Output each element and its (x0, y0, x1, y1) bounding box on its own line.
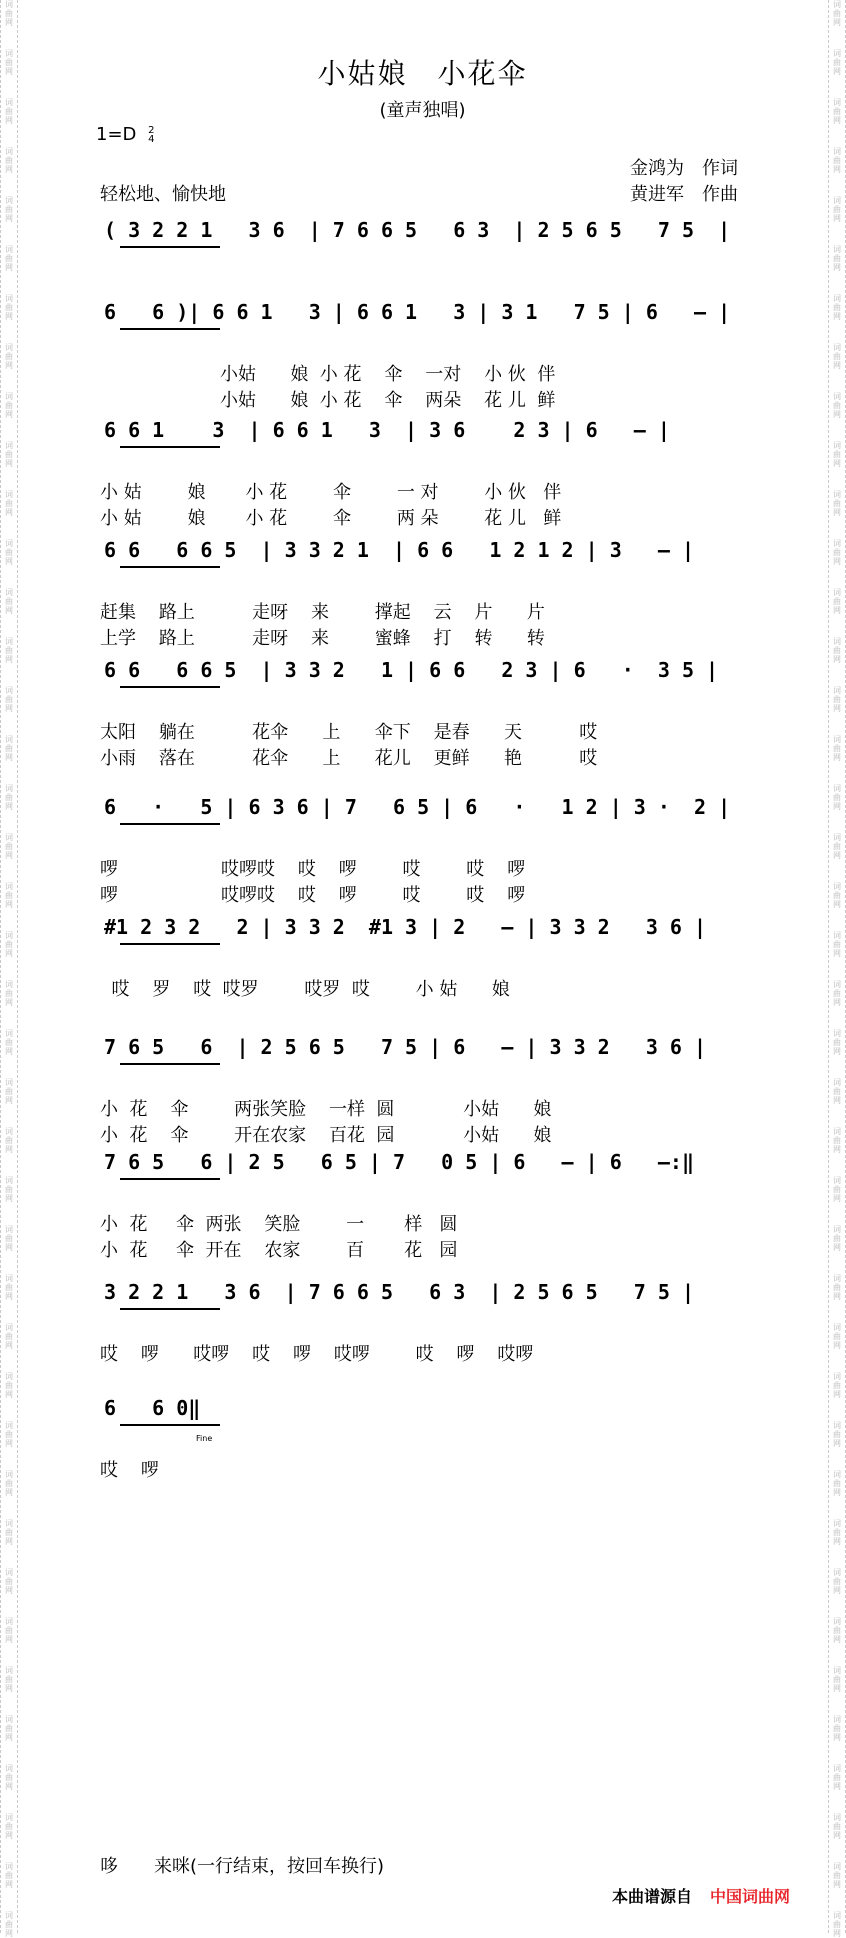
watermark-text: 词 曲 网 (833, 931, 841, 958)
lyric-line: 小 姑 娘 小 花 伞 一 对 小 伙 伴 (100, 482, 562, 503)
watermark-text: 词 曲 网 (5, 980, 13, 1007)
lyric-line: 上学 路上 走呀 来 蜜蜂 打 转 转 (100, 628, 545, 649)
watermark-text: 词 曲 网 (5, 882, 13, 909)
watermark-text: 词 曲 网 (833, 1421, 841, 1448)
watermark-text: 词 曲 网 (833, 343, 841, 370)
time-signature (148, 126, 154, 144)
beam-line (120, 1178, 220, 1180)
watermark-text: 词 曲 网 (5, 1470, 13, 1497)
watermark-text: 词 曲 网 (833, 0, 841, 27)
lyric-line: 哎 啰 哎啰 哎 啰 哎啰 哎 啰 哎啰 (100, 1344, 534, 1365)
lyric-line: 小雨 落在 花伞 上 花儿 更鲜 艳 哎 (100, 748, 598, 769)
watermark-text: 词 曲 网 (5, 1274, 13, 1301)
fine-marking: Fine (196, 1434, 213, 1443)
beam-line (120, 1063, 220, 1065)
watermark-text: 词 曲 网 (833, 490, 841, 517)
lyric-line: 小 花 伞 两张 笑脸 一 样 圆 (100, 1214, 458, 1235)
notation-row: ( 3 2 2 1 3 6 | 7 6 6 5 6 3 | 2 5 6 5 7 5 | (104, 218, 731, 242)
watermark-text: 词 曲 网 (5, 1078, 13, 1105)
footer-note: 哆 来咪(一行结束，按回车换行) (100, 1856, 385, 1877)
watermark-text: 词 曲 网 (833, 98, 841, 125)
watermark-text: 词 曲 网 (833, 1029, 841, 1056)
lyricist-credit: 金鸿为 作词 (630, 158, 738, 179)
time-signature-denominator: 4 (148, 134, 155, 145)
watermark-text: 词 曲 网 (5, 1176, 13, 1203)
lyric-line: 哎 啰 (100, 1460, 159, 1481)
watermark-text: 词 曲 网 (5, 1421, 13, 1448)
key-signature (96, 124, 155, 145)
watermark-text: 词 曲 网 (5, 1862, 13, 1889)
lyric-line: 赶集 路上 走呀 来 撑起 云 片 片 (100, 602, 545, 623)
watermark-text: 词 曲 网 (5, 490, 13, 517)
watermark-text: 词 曲 网 (833, 1911, 841, 1938)
beam-line (120, 823, 220, 825)
notation-row: 6 6 )| 6 6 1 3 | 6 6 1 3 | 3 1 7 5 | 6 — | (104, 300, 731, 324)
watermark-text: 词 曲 网 (833, 1764, 841, 1791)
watermark-text: 词 曲 网 (833, 1519, 841, 1546)
watermark-text: 词 曲 网 (833, 147, 841, 174)
watermark-text: 词 曲 网 (5, 245, 13, 272)
watermark-text: 词 曲 网 (833, 539, 841, 566)
watermark-text: 词 曲 网 (833, 1862, 841, 1889)
key-label: 1=D (96, 124, 137, 145)
watermark-text: 词 曲 网 (5, 833, 13, 860)
lyric-line: 小姑 娘 小 花 伞 两朵 花 儿 鲜 (220, 390, 556, 411)
notation-row: 7 6 5 6 | 2 5 6 5 | 7 0 5 | 6 — | 6 —:‖ (104, 1150, 695, 1174)
lyric-line: 哎 罗 哎 哎罗 哎罗 哎 小 姑 娘 (100, 979, 510, 1000)
watermark-text: 词 曲 网 (5, 1813, 13, 1840)
notation-row: 3 2 2 1 3 6 | 7 6 6 5 6 3 | 2 5 6 5 7 5 | (104, 1280, 695, 1304)
watermark-text: 词 曲 网 (5, 588, 13, 615)
watermark-text: 词 曲 网 (5, 343, 13, 370)
watermark-text: 词 曲 网 (833, 1176, 841, 1203)
watermark-text: 词 曲 网 (833, 1568, 841, 1595)
watermark-text: 词 曲 网 (5, 392, 13, 419)
lyric-line: 小 姑 娘 小 花 伞 两 朵 花 儿 鲜 (100, 508, 562, 529)
watermark-text: 词 曲 网 (5, 441, 13, 468)
tempo-marking: 轻松地、愉快地 (100, 184, 226, 205)
notation-row: 6 6 6 6 5 | 3 3 2 1 | 6 6 1 2 1 2 | 3 — | (104, 538, 695, 562)
notation-row: 7 6 5 6 | 2 5 6 5 7 5 | 6 — | 3 3 2 3 6 | (104, 1035, 707, 1059)
beam-line (120, 1308, 220, 1310)
watermark-text: 词 曲 网 (833, 588, 841, 615)
watermark-text: 词 曲 网 (833, 1715, 841, 1742)
lyric-line: 小姑 娘 小 花 伞 一对 小 伙 伴 (220, 364, 556, 385)
watermark-text: 词 曲 网 (833, 1617, 841, 1644)
watermark-text: 词 曲 网 (5, 637, 13, 664)
notation-row: #1 2 3 2 2 | 3 3 2 #1 3 | 2 — | 3 3 2 3 6 | (104, 915, 707, 939)
right-watermark-strip (828, 0, 846, 1938)
watermark-text: 词 曲 网 (5, 1764, 13, 1791)
beam-line (120, 328, 220, 330)
watermark-text: 词 曲 网 (5, 1323, 13, 1350)
watermark-text: 词 曲 网 (5, 1617, 13, 1644)
watermark-text: 词 曲 网 (5, 294, 13, 321)
watermark-text: 词 曲 网 (833, 441, 841, 468)
watermark-text: 词 曲 网 (5, 931, 13, 958)
watermark-text: 词 曲 网 (833, 245, 841, 272)
watermark-text: 词 曲 网 (833, 735, 841, 762)
watermark-text: 词 曲 网 (5, 1519, 13, 1546)
lyric-line: 小 花 伞 两张笑脸 一样 圆 小姑 娘 (100, 1099, 552, 1120)
lyric-line: 太阳 躺在 花伞 上 伞下 是春 天 哎 (100, 722, 598, 743)
watermark-text: 词 曲 网 (833, 196, 841, 223)
lyric-line: 啰 哎啰哎 哎 啰 哎 哎 啰 (100, 885, 526, 906)
lyric-line: 啰 哎啰哎 哎 啰 哎 哎 啰 (100, 859, 526, 880)
watermark-text: 词 曲 网 (5, 1225, 13, 1252)
watermark-text: 词 曲 网 (5, 686, 13, 713)
watermark-text: 词 曲 网 (833, 882, 841, 909)
watermark-text: 词 曲 网 (5, 1568, 13, 1595)
song-title: 小姑娘 小花伞 (317, 57, 528, 90)
watermark-text: 词 曲 网 (833, 833, 841, 860)
watermark-text: 词 曲 网 (5, 539, 13, 566)
beam-line (120, 246, 220, 248)
watermark-text: 词 曲 网 (833, 294, 841, 321)
notation-row: 6 · 5 | 6 3 6 | 7 6 5 | 6 · 1 2 | 3 · 2 | (104, 795, 731, 819)
watermark-text: 词 曲 网 (833, 784, 841, 811)
watermark-text: 词 曲 网 (833, 392, 841, 419)
watermark-text: 词 曲 网 (833, 1274, 841, 1301)
watermark-text: 词 曲 网 (833, 1127, 841, 1154)
watermark-text: 词 曲 网 (833, 1470, 841, 1497)
watermark-text: 词 曲 网 (833, 49, 841, 76)
notation-row: 6 6 1 3 | 6 6 1 3 | 3 6 2 3 | 6 — | (104, 418, 670, 442)
composer-credit: 黄进军 作曲 (630, 184, 738, 205)
left-watermark-strip (0, 0, 18, 1938)
watermark-text: 词 曲 网 (5, 1127, 13, 1154)
watermark-text: 词 曲 网 (833, 637, 841, 664)
watermark-text: 词 曲 网 (5, 98, 13, 125)
watermark-text: 词 曲 网 (833, 686, 841, 713)
source-label: 本曲谱源自 (612, 1887, 693, 1906)
watermark-text: 词 曲 网 (833, 1666, 841, 1693)
watermark-text: 词 曲 网 (5, 1372, 13, 1399)
beam-line (120, 1424, 220, 1426)
watermark-text: 词 曲 网 (833, 1078, 841, 1105)
watermark-text: 词 曲 网 (5, 147, 13, 174)
watermark-text: 词 曲 网 (5, 1029, 13, 1056)
watermark-text: 词 曲 网 (5, 0, 13, 27)
watermark-text: 词 曲 网 (833, 1813, 841, 1840)
beam-line (120, 943, 220, 945)
watermark-text: 词 曲 网 (5, 196, 13, 223)
beam-line (120, 686, 220, 688)
song-subtitle: (童声独唱) (379, 100, 466, 121)
watermark-text: 词 曲 网 (833, 1225, 841, 1252)
brand-name: 中国词曲网 (710, 1887, 791, 1906)
watermark-text: 词 曲 网 (833, 1323, 841, 1350)
lyric-line: 小 花 伞 开在 农家 百 花 园 (100, 1240, 458, 1261)
time-signature-numerator: 2 (148, 125, 155, 136)
watermark-text: 词 曲 网 (5, 784, 13, 811)
watermark-text: 词 曲 网 (5, 1911, 13, 1938)
source-credit (612, 1884, 790, 1907)
watermark-text: 词 曲 网 (5, 49, 13, 76)
lyric-line: 小 花 伞 开在农家 百花 园 小姑 娘 (100, 1125, 552, 1146)
watermark-text: 词 曲 网 (833, 1372, 841, 1399)
beam-line (120, 566, 220, 568)
watermark-text: 词 曲 网 (5, 1715, 13, 1742)
beam-line (120, 446, 220, 448)
watermark-text: 词 曲 网 (5, 735, 13, 762)
notation-row: 6 6 6 6 5 | 3 3 2 1 | 6 6 2 3 | 6 · 3 5 | (104, 658, 719, 682)
watermark-text: 词 曲 网 (5, 1666, 13, 1693)
notation-row: 6 6 0‖ (104, 1396, 201, 1420)
watermark-text: 词 曲 网 (833, 980, 841, 1007)
